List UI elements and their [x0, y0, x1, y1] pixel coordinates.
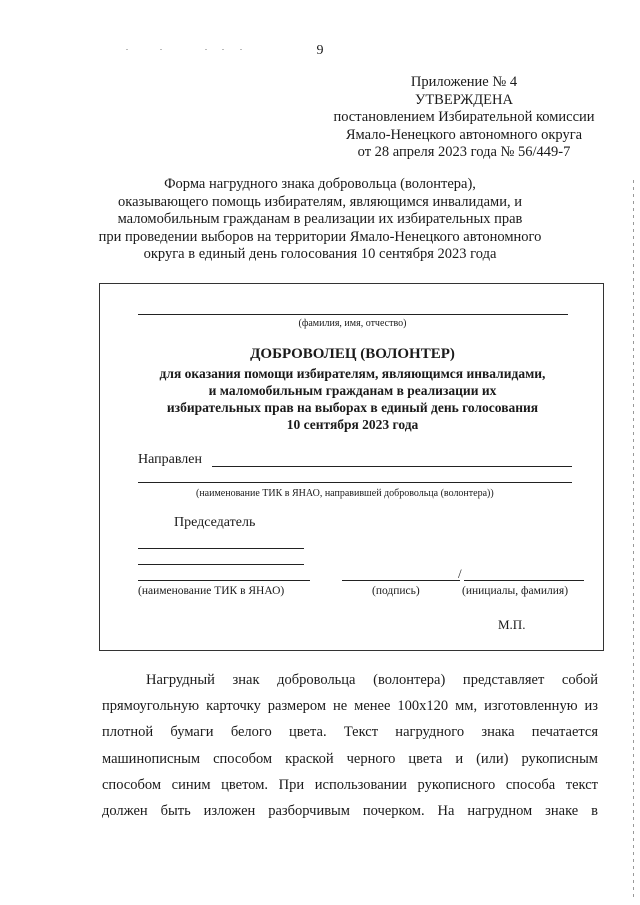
approved-label: УТВЕРЖДЕНА [415, 91, 513, 108]
initials-line [464, 580, 584, 581]
title-line: округа в единый день голосования 10 сентября 2023 года [143, 246, 497, 262]
title-line: Форма нагрудного знака добровольца (волонтера), [164, 176, 476, 192]
appendix-number: Приложение № 4 [410, 74, 518, 90]
approval-line: Ямало-Ненецкого автономного округа [345, 126, 583, 143]
tik-line [138, 482, 572, 483]
sent-by-line [212, 466, 572, 467]
fio-line [138, 314, 568, 315]
signature-slash: / [458, 566, 462, 581]
chairman-line [138, 564, 304, 565]
tik-caption: (наименование ТИК в ЯНАО, направившей добровольца (волонтера)) [196, 488, 494, 499]
scan-edge [633, 180, 634, 900]
approval-line: от 28 апреля 2023 года № 56/449-7 [357, 144, 571, 160]
badge-subheading: избирательных прав на выборах в единый день голосования [166, 400, 539, 415]
body-line: плотной бумаги белого цвета. Текст нагрудного знака печатается [102, 724, 598, 741]
chairman-line [138, 548, 304, 549]
seal-mark: М.П. [498, 617, 526, 632]
approval-block [300, 74, 628, 162]
title-line: оказывающего помощь избирателям, являющимся инвалидами, и [118, 193, 522, 210]
chairman-label: Председатель [174, 515, 256, 530]
page-number: 9 [316, 43, 324, 58]
badge-heading: ДОБРОВОЛЕЦ (ВОЛОНТЕР) [250, 346, 455, 362]
body-line: машинописным способом краской черного цвета и (или) рукописным [102, 750, 598, 767]
body-paragraph [102, 667, 598, 824]
body-line: прямоугольную карточку размером не менее 100x120 мм, изготовленную из [102, 698, 598, 715]
badge-subheading: и маломобильным гражданам в реализации их [208, 383, 497, 398]
fio-caption: (фамилия, имя, отчество) [298, 318, 407, 329]
badge-card [99, 283, 604, 651]
sig-sign-caption: (подпись) [372, 585, 420, 597]
title-line: при проведении выборов на территории Ямало-Ненецкого автономного [98, 228, 542, 245]
badge-subheading: для оказания помощи избирателям, являющимся инвалидами, [159, 366, 546, 381]
body-line: должен быть изложен разборчивым почерком. На нагрудном знаке в [102, 803, 598, 820]
form-title [90, 176, 550, 264]
body-line: Нагрудный знак добровольца (волонтера) представляет собой [146, 672, 598, 688]
sent-by-label: Направлен [138, 452, 202, 467]
badge-subheading: 10 сентября 2023 года [286, 417, 419, 432]
title-line: маломобильным гражданам в реализации их избирательных прав [117, 211, 523, 227]
tik-name-line [138, 580, 310, 581]
sig-name-caption: (инициалы, фамилия) [462, 585, 569, 597]
signature-line [342, 580, 460, 581]
approval-line: постановлением Избирательной комиссии [333, 109, 595, 125]
body-line: способом синим цветом. При использовании рукописного способа текст [102, 776, 598, 793]
sig-tik-caption: (наименование ТИК в ЯНАО) [138, 585, 285, 597]
